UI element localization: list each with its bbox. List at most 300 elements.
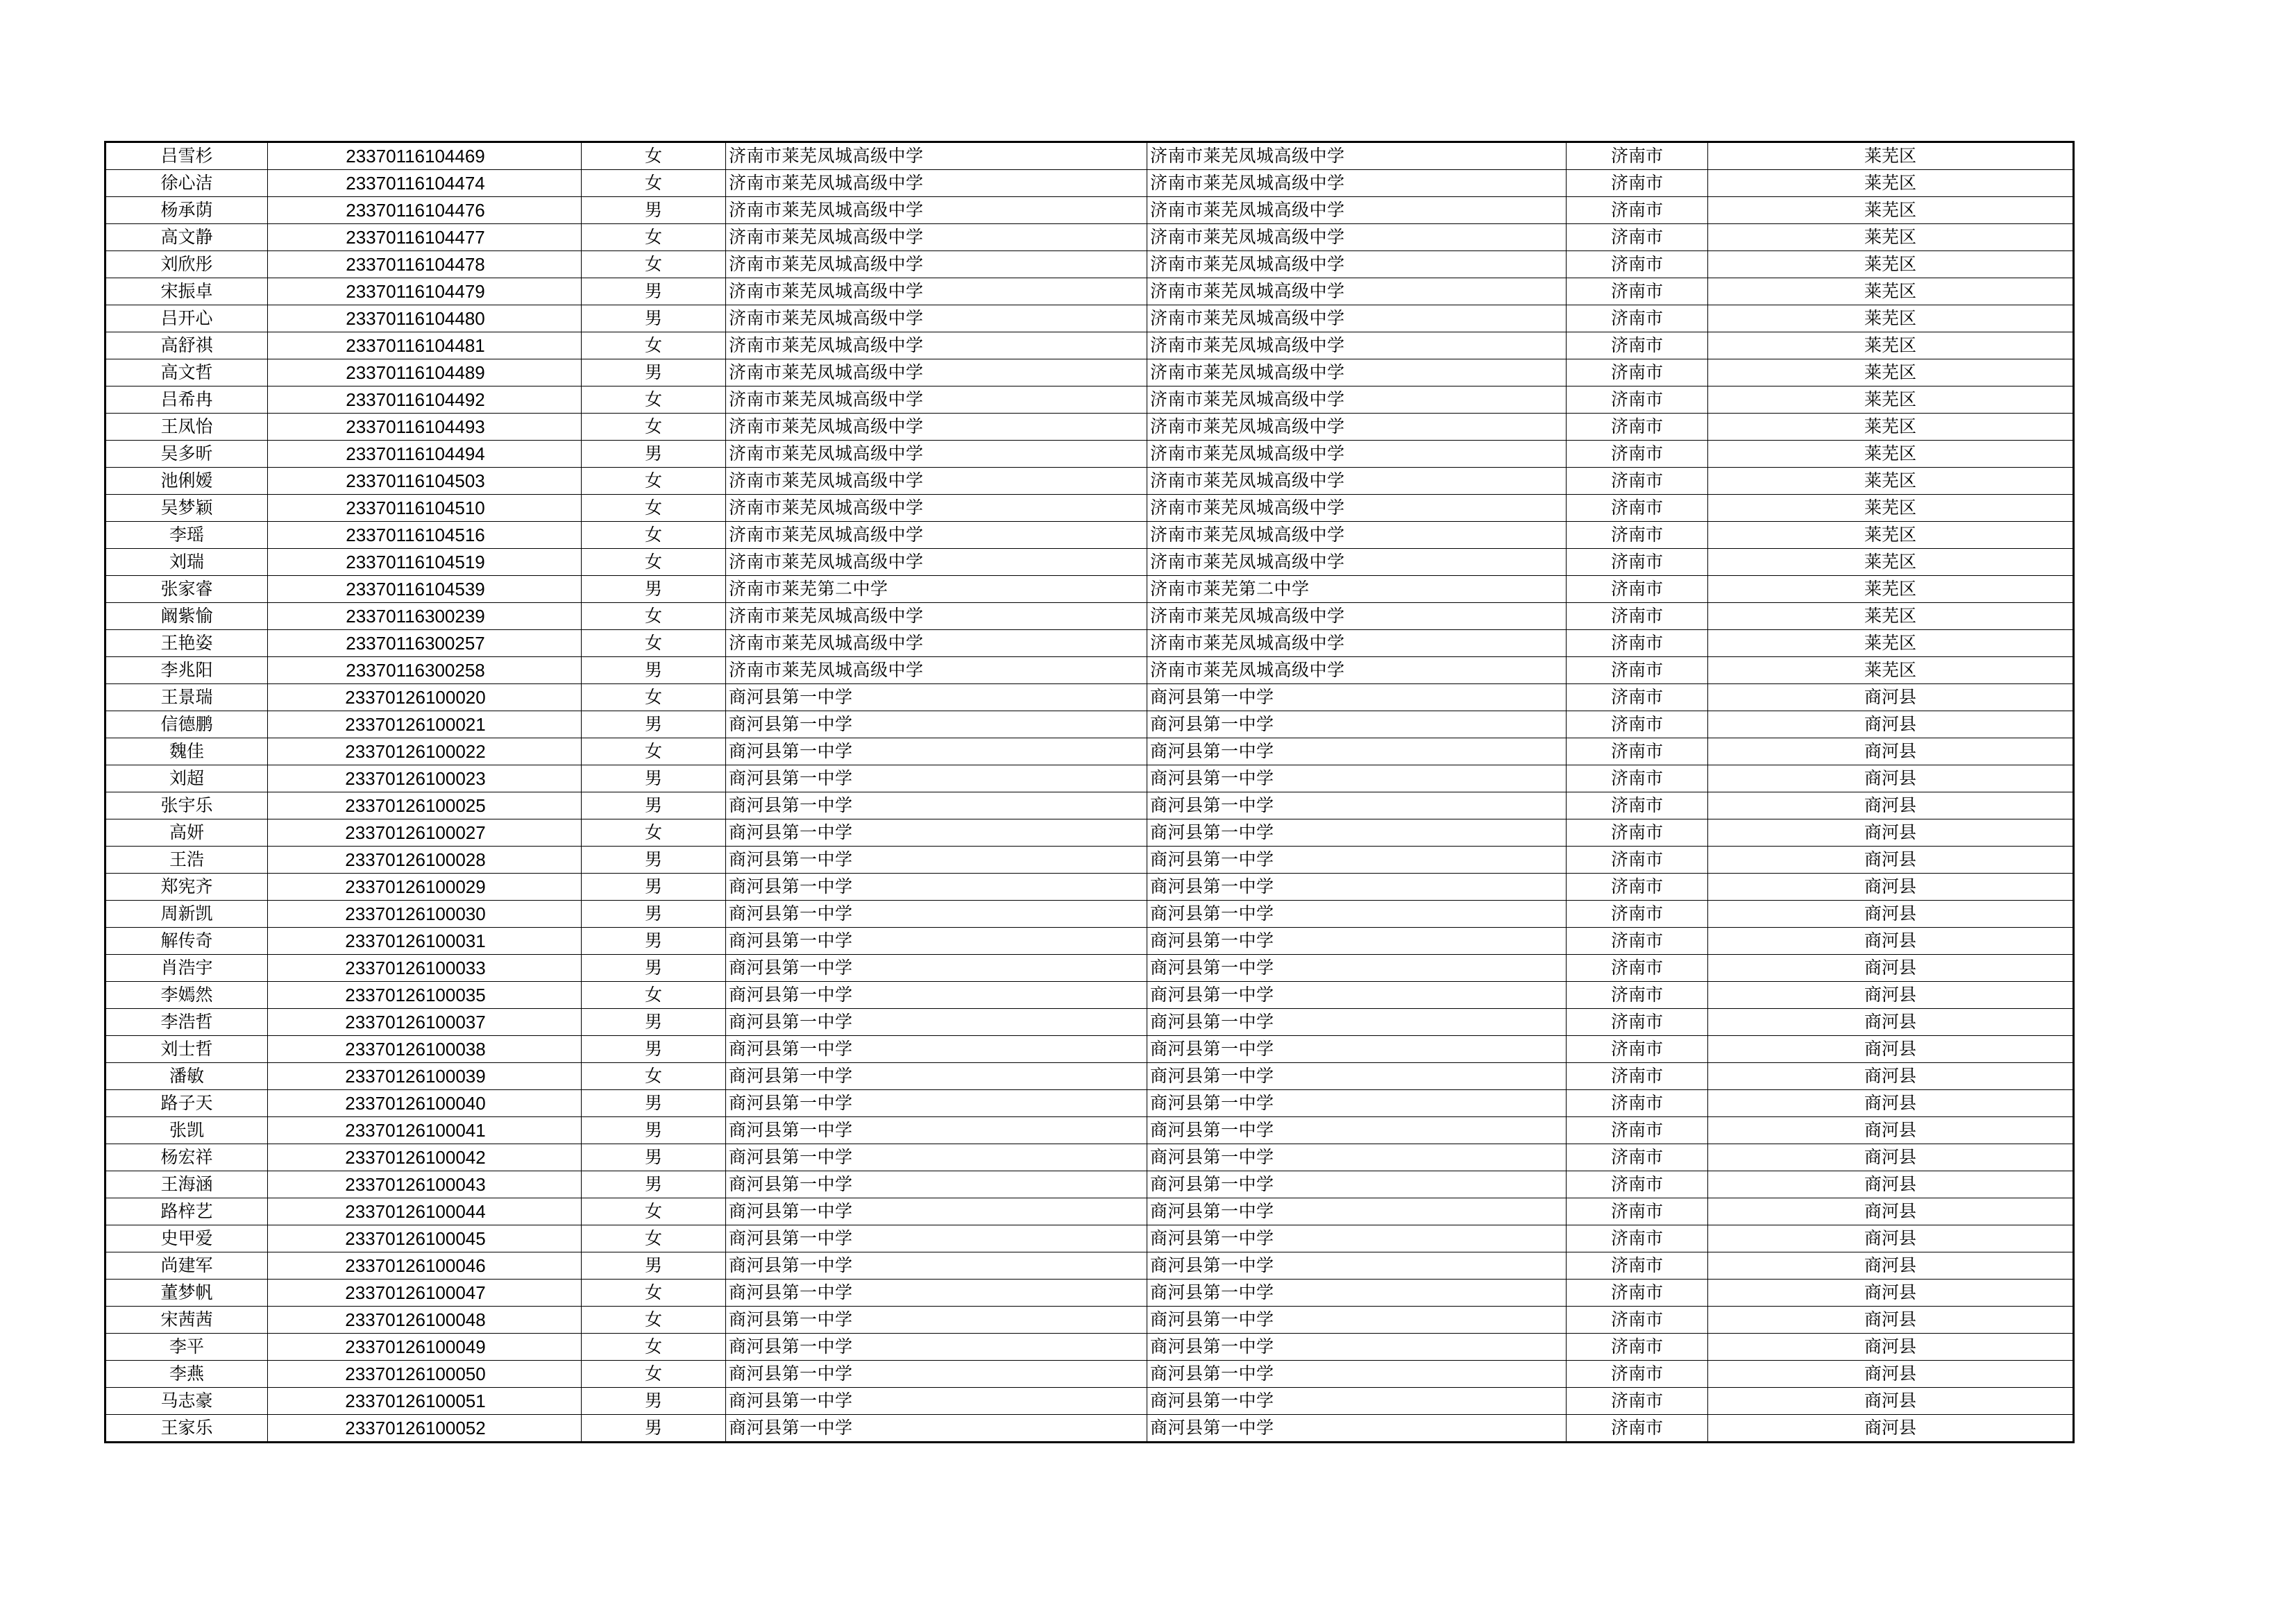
city-cell: 济南市 [1567, 1280, 1708, 1307]
district-cell: 商河县 [1708, 1252, 2074, 1280]
district-cell: 莱芜区 [1708, 305, 2074, 332]
city-cell: 济南市 [1567, 630, 1708, 657]
gender-cell: 女 [582, 142, 726, 170]
school-cell: 商河县第一中学 [726, 792, 1147, 819]
student-name-cell: 刘超 [105, 765, 268, 792]
district-cell: 商河县 [1708, 1334, 2074, 1361]
table-row [105, 1009, 2074, 1036]
exam-id-cell: 23370126100043 [268, 1171, 582, 1198]
gender-cell: 女 [582, 468, 726, 495]
table-row [105, 1280, 2074, 1307]
student-name-cell: 路子天 [105, 1090, 268, 1117]
exam-school-cell: 济南市莱芜凤城高级中学 [1147, 495, 1567, 522]
table-row [105, 738, 2074, 765]
city-cell: 济南市 [1567, 468, 1708, 495]
student-name-cell: 李嫣然 [105, 982, 268, 1009]
table-row [105, 495, 2074, 522]
school-cell: 商河县第一中学 [726, 738, 1147, 765]
gender-cell: 女 [582, 495, 726, 522]
district-cell: 商河县 [1708, 819, 2074, 847]
gender-cell: 男 [582, 576, 726, 603]
district-cell: 商河县 [1708, 1063, 2074, 1090]
school-cell: 济南市莱芜凤城高级中学 [726, 142, 1147, 170]
city-cell: 济南市 [1567, 1198, 1708, 1225]
gender-cell: 男 [582, 792, 726, 819]
table-row [105, 386, 2074, 414]
exam-id-cell: 23370116104516 [268, 522, 582, 549]
student-name-cell: 吕开心 [105, 305, 268, 332]
student-name-cell: 李兆阳 [105, 657, 268, 684]
exam-school-cell: 济南市莱芜凤城高级中学 [1147, 142, 1567, 170]
exam-school-cell: 济南市莱芜凤城高级中学 [1147, 278, 1567, 305]
exam-school-cell: 商河县第一中学 [1147, 765, 1567, 792]
gender-cell: 男 [582, 928, 726, 955]
district-cell: 莱芜区 [1708, 657, 2074, 684]
exam-school-cell: 济南市莱芜凤城高级中学 [1147, 197, 1567, 224]
exam-id-cell: 23370116104477 [268, 224, 582, 251]
school-cell: 商河县第一中学 [726, 901, 1147, 928]
table-row [105, 765, 2074, 792]
exam-id-cell: 23370116104474 [268, 170, 582, 197]
exam-school-cell: 商河县第一中学 [1147, 1334, 1567, 1361]
table-row [105, 928, 2074, 955]
table-row [105, 522, 2074, 549]
gender-cell: 女 [582, 386, 726, 414]
table-row [105, 1307, 2074, 1334]
gender-cell: 女 [582, 414, 726, 441]
table-row [105, 1334, 2074, 1361]
gender-cell: 男 [582, 1171, 726, 1198]
table-row [105, 468, 2074, 495]
exam-school-cell: 商河县第一中学 [1147, 1252, 1567, 1280]
district-cell: 莱芜区 [1708, 441, 2074, 468]
student-name-cell: 潘敏 [105, 1063, 268, 1090]
school-cell: 济南市莱芜凤城高级中学 [726, 224, 1147, 251]
city-cell: 济南市 [1567, 1361, 1708, 1388]
school-cell: 商河县第一中学 [726, 1415, 1147, 1443]
exam-school-cell: 商河县第一中学 [1147, 1388, 1567, 1415]
exam-school-cell: 商河县第一中学 [1147, 982, 1567, 1009]
city-cell: 济南市 [1567, 332, 1708, 359]
student-name-cell: 吴梦颖 [105, 495, 268, 522]
exam-school-cell: 商河县第一中学 [1147, 1415, 1567, 1443]
school-cell: 商河县第一中学 [726, 1307, 1147, 1334]
district-cell: 莱芜区 [1708, 576, 2074, 603]
exam-id-cell: 23370126100050 [268, 1361, 582, 1388]
exam-id-cell: 23370116104539 [268, 576, 582, 603]
school-cell: 商河县第一中学 [726, 982, 1147, 1009]
exam-id-cell: 23370126100033 [268, 955, 582, 982]
table-row [105, 197, 2074, 224]
city-cell: 济南市 [1567, 197, 1708, 224]
student-name-cell: 刘士哲 [105, 1036, 268, 1063]
gender-cell: 男 [582, 1117, 726, 1144]
city-cell: 济南市 [1567, 386, 1708, 414]
gender-cell: 女 [582, 251, 726, 278]
city-cell: 济南市 [1567, 495, 1708, 522]
gender-cell: 男 [582, 901, 726, 928]
table-row [105, 332, 2074, 359]
exam-school-cell: 商河县第一中学 [1147, 819, 1567, 847]
district-cell: 商河县 [1708, 955, 2074, 982]
exam-id-cell: 23370116104476 [268, 197, 582, 224]
student-name-cell: 池俐嫒 [105, 468, 268, 495]
school-cell: 商河县第一中学 [726, 1036, 1147, 1063]
student-name-cell: 周新凯 [105, 901, 268, 928]
school-cell: 商河县第一中学 [726, 1063, 1147, 1090]
student-name-cell: 魏佳 [105, 738, 268, 765]
exam-school-cell: 商河县第一中学 [1147, 1307, 1567, 1334]
gender-cell: 女 [582, 549, 726, 576]
district-cell: 莱芜区 [1708, 224, 2074, 251]
district-cell: 商河县 [1708, 901, 2074, 928]
exam-school-cell: 济南市莱芜凤城高级中学 [1147, 332, 1567, 359]
exam-school-cell: 商河县第一中学 [1147, 1280, 1567, 1307]
table-row [105, 1144, 2074, 1171]
table-row [105, 251, 2074, 278]
city-cell: 济南市 [1567, 1334, 1708, 1361]
gender-cell: 女 [582, 738, 726, 765]
exam-id-cell: 23370116104510 [268, 495, 582, 522]
district-cell: 莱芜区 [1708, 332, 2074, 359]
gender-cell: 女 [582, 170, 726, 197]
school-cell: 商河县第一中学 [726, 711, 1147, 738]
roster-table [104, 141, 2075, 1443]
table-row [105, 684, 2074, 711]
exam-id-cell: 23370126100039 [268, 1063, 582, 1090]
student-name-cell: 宋振卓 [105, 278, 268, 305]
student-name-cell: 高文哲 [105, 359, 268, 386]
student-name-cell: 马志豪 [105, 1388, 268, 1415]
student-name-cell: 张凯 [105, 1117, 268, 1144]
school-cell: 商河县第一中学 [726, 1225, 1147, 1252]
gender-cell: 女 [582, 1334, 726, 1361]
exam-school-cell: 商河县第一中学 [1147, 1144, 1567, 1171]
school-cell: 商河县第一中学 [726, 1361, 1147, 1388]
student-name-cell: 王浩 [105, 847, 268, 874]
gender-cell: 男 [582, 197, 726, 224]
student-name-cell: 高文静 [105, 224, 268, 251]
district-cell: 商河县 [1708, 1280, 2074, 1307]
city-cell: 济南市 [1567, 522, 1708, 549]
exam-school-cell: 商河县第一中学 [1147, 1063, 1567, 1090]
exam-id-cell: 23370126100022 [268, 738, 582, 765]
city-cell: 济南市 [1567, 1415, 1708, 1443]
table-row [105, 441, 2074, 468]
gender-cell: 女 [582, 1280, 726, 1307]
table-row [105, 1198, 2074, 1225]
district-cell: 莱芜区 [1708, 549, 2074, 576]
exam-school-cell: 济南市莱芜凤城高级中学 [1147, 305, 1567, 332]
exam-school-cell: 济南市莱芜凤城高级中学 [1147, 657, 1567, 684]
district-cell: 莱芜区 [1708, 386, 2074, 414]
student-name-cell: 史甲爱 [105, 1225, 268, 1252]
district-cell: 莱芜区 [1708, 414, 2074, 441]
exam-id-cell: 23370126100044 [268, 1198, 582, 1225]
table-row [105, 305, 2074, 332]
school-cell: 济南市莱芜凤城高级中学 [726, 197, 1147, 224]
exam-id-cell: 23370126100041 [268, 1117, 582, 1144]
school-cell: 商河县第一中学 [726, 1252, 1147, 1280]
student-name-cell: 阚紫愉 [105, 603, 268, 630]
city-cell: 济南市 [1567, 955, 1708, 982]
city-cell: 济南市 [1567, 1090, 1708, 1117]
district-cell: 莱芜区 [1708, 468, 2074, 495]
city-cell: 济南市 [1567, 1171, 1708, 1198]
school-cell: 商河县第一中学 [726, 1388, 1147, 1415]
table-row [105, 414, 2074, 441]
student-name-cell: 吴多昕 [105, 441, 268, 468]
table-row [105, 603, 2074, 630]
district-cell: 商河县 [1708, 982, 2074, 1009]
gender-cell: 男 [582, 955, 726, 982]
city-cell: 济南市 [1567, 738, 1708, 765]
exam-id-cell: 23370116104503 [268, 468, 582, 495]
table-row [105, 657, 2074, 684]
student-name-cell: 董梦帆 [105, 1280, 268, 1307]
student-name-cell: 王景瑞 [105, 684, 268, 711]
exam-school-cell: 济南市莱芜凤城高级中学 [1147, 386, 1567, 414]
exam-id-cell: 23370126100037 [268, 1009, 582, 1036]
student-name-cell: 吕希冉 [105, 386, 268, 414]
exam-id-cell: 23370126100027 [268, 819, 582, 847]
exam-id-cell: 23370116104489 [268, 359, 582, 386]
gender-cell: 女 [582, 684, 726, 711]
district-cell: 商河县 [1708, 1361, 2074, 1388]
city-cell: 济南市 [1567, 359, 1708, 386]
student-name-cell: 刘欣彤 [105, 251, 268, 278]
city-cell: 济南市 [1567, 414, 1708, 441]
student-name-cell: 李燕 [105, 1361, 268, 1388]
exam-id-cell: 23370126100028 [268, 847, 582, 874]
exam-id-cell: 23370116104494 [268, 441, 582, 468]
exam-school-cell: 济南市莱芜凤城高级中学 [1147, 224, 1567, 251]
district-cell: 商河县 [1708, 1225, 2074, 1252]
district-cell: 商河县 [1708, 738, 2074, 765]
exam-school-cell: 商河县第一中学 [1147, 901, 1567, 928]
city-cell: 济南市 [1567, 684, 1708, 711]
gender-cell: 男 [582, 1252, 726, 1280]
district-cell: 莱芜区 [1708, 359, 2074, 386]
gender-cell: 女 [582, 332, 726, 359]
table-row [105, 224, 2074, 251]
student-name-cell: 王家乐 [105, 1415, 268, 1443]
exam-id-cell: 23370116104519 [268, 549, 582, 576]
school-cell: 商河县第一中学 [726, 1144, 1147, 1171]
gender-cell: 男 [582, 657, 726, 684]
district-cell: 商河县 [1708, 1307, 2074, 1334]
gender-cell: 男 [582, 1090, 726, 1117]
exam-school-cell: 商河县第一中学 [1147, 874, 1567, 901]
exam-id-cell: 23370116300257 [268, 630, 582, 657]
exam-id-cell: 23370126100023 [268, 765, 582, 792]
gender-cell: 女 [582, 630, 726, 657]
school-cell: 商河县第一中学 [726, 1171, 1147, 1198]
exam-school-cell: 商河县第一中学 [1147, 1036, 1567, 1063]
student-name-cell: 吕雪杉 [105, 142, 268, 170]
school-cell: 济南市莱芜凤城高级中学 [726, 170, 1147, 197]
exam-school-cell: 济南市莱芜凤城高级中学 [1147, 414, 1567, 441]
gender-cell: 男 [582, 1009, 726, 1036]
exam-id-cell: 23370126100020 [268, 684, 582, 711]
exam-id-cell: 23370126100047 [268, 1280, 582, 1307]
city-cell: 济南市 [1567, 441, 1708, 468]
gender-cell: 女 [582, 603, 726, 630]
exam-school-cell: 济南市莱芜凤城高级中学 [1147, 251, 1567, 278]
district-cell: 商河县 [1708, 1198, 2074, 1225]
district-cell: 商河县 [1708, 1388, 2074, 1415]
exam-school-cell: 商河县第一中学 [1147, 1361, 1567, 1388]
student-name-cell: 李平 [105, 1334, 268, 1361]
exam-id-cell: 23370126100048 [268, 1307, 582, 1334]
table-row [105, 1063, 2074, 1090]
gender-cell: 男 [582, 847, 726, 874]
exam-school-cell: 商河县第一中学 [1147, 955, 1567, 982]
exam-school-cell: 济南市莱芜第二中学 [1147, 576, 1567, 603]
school-cell: 济南市莱芜凤城高级中学 [726, 278, 1147, 305]
exam-id-cell: 23370116104493 [268, 414, 582, 441]
district-cell: 莱芜区 [1708, 278, 2074, 305]
table-row [105, 1252, 2074, 1280]
city-cell: 济南市 [1567, 1225, 1708, 1252]
exam-id-cell: 23370126100030 [268, 901, 582, 928]
exam-school-cell: 济南市莱芜凤城高级中学 [1147, 603, 1567, 630]
district-cell: 商河县 [1708, 1009, 2074, 1036]
exam-id-cell: 23370116104492 [268, 386, 582, 414]
district-cell: 商河县 [1708, 1090, 2074, 1117]
table-row [105, 142, 2074, 170]
city-cell: 济南市 [1567, 1009, 1708, 1036]
exam-id-cell: 23370126100029 [268, 874, 582, 901]
student-name-cell: 王凤怡 [105, 414, 268, 441]
table-row [105, 549, 2074, 576]
district-cell: 莱芜区 [1708, 603, 2074, 630]
gender-cell: 女 [582, 1063, 726, 1090]
student-name-cell: 信德鹏 [105, 711, 268, 738]
exam-id-cell: 23370116300258 [268, 657, 582, 684]
exam-school-cell: 商河县第一中学 [1147, 928, 1567, 955]
city-cell: 济南市 [1567, 170, 1708, 197]
table-row [105, 1036, 2074, 1063]
exam-id-cell: 23370116104478 [268, 251, 582, 278]
city-cell: 济南市 [1567, 1144, 1708, 1171]
school-cell: 济南市莱芜凤城高级中学 [726, 251, 1147, 278]
gender-cell: 女 [582, 1225, 726, 1252]
student-name-cell: 张宇乐 [105, 792, 268, 819]
district-cell: 商河县 [1708, 874, 2074, 901]
gender-cell: 男 [582, 1415, 726, 1443]
district-cell: 莱芜区 [1708, 495, 2074, 522]
table-row [105, 630, 2074, 657]
district-cell: 莱芜区 [1708, 251, 2074, 278]
exam-school-cell: 商河县第一中学 [1147, 1090, 1567, 1117]
city-cell: 济南市 [1567, 928, 1708, 955]
table-row [105, 1225, 2074, 1252]
student-name-cell: 徐心洁 [105, 170, 268, 197]
gender-cell: 男 [582, 765, 726, 792]
school-cell: 济南市莱芜凤城高级中学 [726, 495, 1147, 522]
exam-school-cell: 商河县第一中学 [1147, 1171, 1567, 1198]
district-cell: 莱芜区 [1708, 197, 2074, 224]
city-cell: 济南市 [1567, 792, 1708, 819]
gender-cell: 男 [582, 278, 726, 305]
school-cell: 济南市莱芜凤城高级中学 [726, 386, 1147, 414]
roster-body [105, 142, 2074, 1443]
exam-id-cell: 23370126100052 [268, 1415, 582, 1443]
exam-school-cell: 商河县第一中学 [1147, 1225, 1567, 1252]
student-name-cell: 张家睿 [105, 576, 268, 603]
city-cell: 济南市 [1567, 819, 1708, 847]
student-name-cell: 郑宪齐 [105, 874, 268, 901]
student-name-cell: 高妍 [105, 819, 268, 847]
student-name-cell: 杨宏祥 [105, 1144, 268, 1171]
exam-id-cell: 23370116104481 [268, 332, 582, 359]
gender-cell: 女 [582, 1361, 726, 1388]
city-cell: 济南市 [1567, 1036, 1708, 1063]
district-cell: 商河县 [1708, 847, 2074, 874]
table-row [105, 955, 2074, 982]
district-cell: 商河县 [1708, 684, 2074, 711]
school-cell: 济南市莱芜凤城高级中学 [726, 603, 1147, 630]
city-cell: 济南市 [1567, 1063, 1708, 1090]
student-name-cell: 肖浩宇 [105, 955, 268, 982]
gender-cell: 男 [582, 359, 726, 386]
exam-id-cell: 23370116300239 [268, 603, 582, 630]
school-cell: 商河县第一中学 [726, 765, 1147, 792]
exam-school-cell: 济南市莱芜凤城高级中学 [1147, 630, 1567, 657]
school-cell: 济南市莱芜凤城高级中学 [726, 441, 1147, 468]
district-cell: 莱芜区 [1708, 170, 2074, 197]
school-cell: 济南市莱芜凤城高级中学 [726, 549, 1147, 576]
exam-id-cell: 23370126100049 [268, 1334, 582, 1361]
student-name-cell: 李瑶 [105, 522, 268, 549]
table-row [105, 1171, 2074, 1198]
exam-school-cell: 济南市莱芜凤城高级中学 [1147, 522, 1567, 549]
school-cell: 商河县第一中学 [726, 955, 1147, 982]
school-cell: 商河县第一中学 [726, 819, 1147, 847]
school-cell: 商河县第一中学 [726, 1280, 1147, 1307]
table-row [105, 819, 2074, 847]
gender-cell: 男 [582, 874, 726, 901]
school-cell: 济南市莱芜凤城高级中学 [726, 332, 1147, 359]
city-cell: 济南市 [1567, 1117, 1708, 1144]
student-name-cell: 王海涵 [105, 1171, 268, 1198]
table-row [105, 901, 2074, 928]
gender-cell: 女 [582, 1307, 726, 1334]
city-cell: 济南市 [1567, 847, 1708, 874]
exam-id-cell: 23370116104469 [268, 142, 582, 170]
school-cell: 商河县第一中学 [726, 684, 1147, 711]
student-name-cell: 路梓艺 [105, 1198, 268, 1225]
city-cell: 济南市 [1567, 657, 1708, 684]
exam-school-cell: 商河县第一中学 [1147, 1009, 1567, 1036]
exam-school-cell: 商河县第一中学 [1147, 738, 1567, 765]
gender-cell: 男 [582, 711, 726, 738]
city-cell: 济南市 [1567, 1388, 1708, 1415]
district-cell: 商河县 [1708, 765, 2074, 792]
city-cell: 济南市 [1567, 711, 1708, 738]
gender-cell: 男 [582, 441, 726, 468]
exam-school-cell: 济南市莱芜凤城高级中学 [1147, 359, 1567, 386]
exam-id-cell: 23370126100035 [268, 982, 582, 1009]
school-cell: 济南市莱芜凤城高级中学 [726, 305, 1147, 332]
school-cell: 济南市莱芜第二中学 [726, 576, 1147, 603]
school-cell: 商河县第一中学 [726, 1198, 1147, 1225]
school-cell: 济南市莱芜凤城高级中学 [726, 468, 1147, 495]
exam-school-cell: 济南市莱芜凤城高级中学 [1147, 170, 1567, 197]
table-row [105, 847, 2074, 874]
exam-school-cell: 商河县第一中学 [1147, 792, 1567, 819]
